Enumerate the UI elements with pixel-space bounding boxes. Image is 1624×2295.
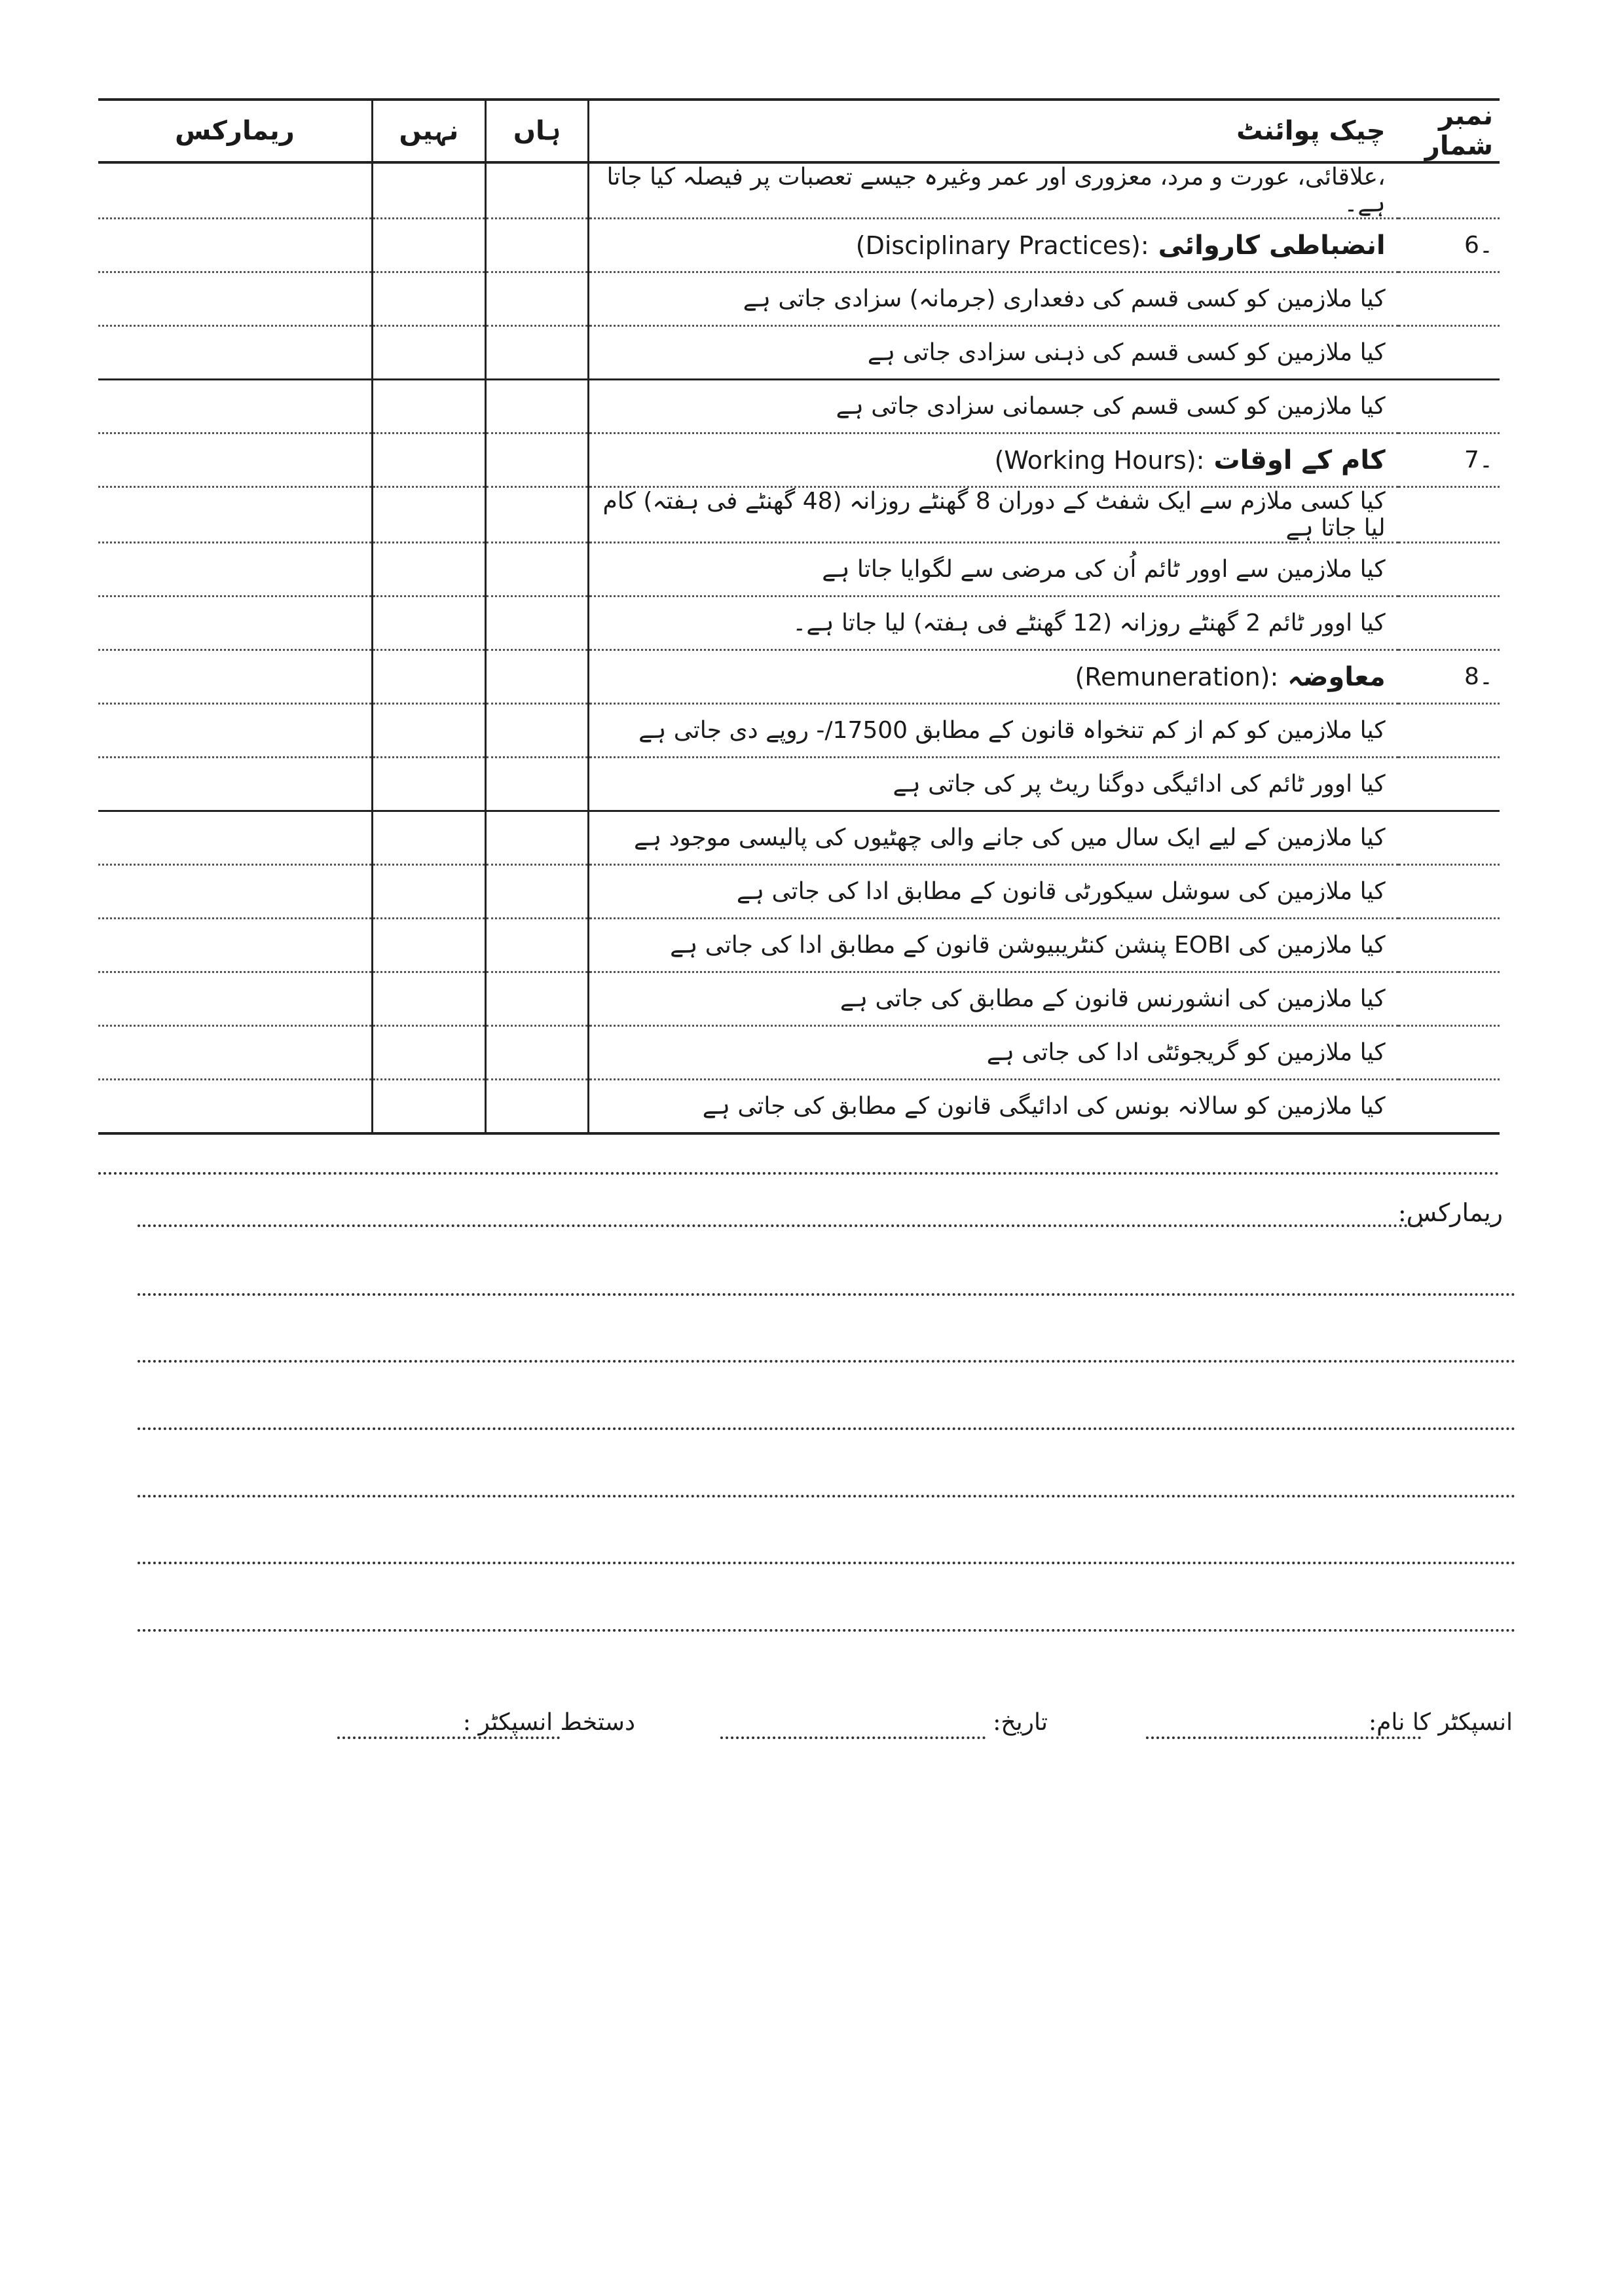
- yes-cell[interactable]: [485, 380, 588, 433]
- remarks-cell[interactable]: [98, 272, 372, 326]
- section-heading: [589, 650, 1399, 704]
- header-yes: ہاں: [485, 100, 588, 162]
- row-serial: 8۔: [1399, 650, 1500, 704]
- checklist-row: [98, 811, 1500, 865]
- yes-cell[interactable]: [485, 326, 588, 380]
- yes-cell[interactable]: [485, 1026, 588, 1080]
- remarks-line[interactable]: [138, 1293, 1516, 1296]
- row-serial: [1399, 865, 1500, 919]
- row-serial: [1399, 597, 1500, 650]
- remarks-cell[interactable]: [98, 433, 372, 487]
- table-header-row: [98, 100, 1500, 162]
- row-serial: [1399, 704, 1500, 758]
- checkpoint-text: کیا ملازمین کو گریجوئٹی ادا کی جاتی ہے: [589, 1026, 1399, 1080]
- row-serial: [1399, 1026, 1500, 1080]
- no-cell[interactable]: [372, 972, 485, 1026]
- no-cell[interactable]: [372, 704, 485, 758]
- remarks-cell[interactable]: [98, 326, 372, 380]
- no-cell[interactable]: [372, 811, 485, 865]
- inspector-name-field[interactable]: [1146, 1736, 1421, 1739]
- date-label: تاریخ:: [993, 1709, 1048, 1736]
- remarks-cell[interactable]: [98, 162, 372, 219]
- no-cell[interactable]: [372, 1080, 485, 1133]
- checkpoint-text: کیا اوور ٹائم کی ادائیگی دوگنا ریٹ پر کی جاتی ہے: [589, 758, 1399, 811]
- row-serial: 6۔: [1399, 219, 1500, 272]
- row-serial: [1399, 487, 1500, 543]
- row-serial: [1399, 380, 1500, 433]
- section-english-title: (Disciplinary Practices):: [855, 230, 1149, 260]
- checklist-row: [98, 704, 1500, 758]
- row-serial: [1399, 272, 1500, 326]
- yes-cell[interactable]: [485, 543, 588, 597]
- header-no: نہیں: [372, 100, 485, 162]
- section-row: [98, 433, 1500, 487]
- inspector-name-label: انسپکٹر کا نام:: [1368, 1709, 1513, 1736]
- checklist-row: [98, 1026, 1500, 1080]
- row-serial: [1399, 972, 1500, 1026]
- section-row: [98, 650, 1500, 704]
- checklist-row: [98, 272, 1500, 326]
- row-serial: [1399, 543, 1500, 597]
- yes-cell[interactable]: [485, 811, 588, 865]
- checklist-row: [98, 919, 1500, 972]
- no-cell[interactable]: [372, 1026, 485, 1080]
- checkpoint-text: کیا ملازمین کے لیے ایک سال میں کی جانے والی چھٹیوں کی پالیسی موجود ہے: [589, 811, 1399, 865]
- no-cell[interactable]: [372, 433, 485, 487]
- row-serial: [1399, 162, 1500, 219]
- remarks-cell[interactable]: [98, 543, 372, 597]
- checkpoint-text: کیا ملازمین کو کسی قسم کی دفعداری (جرمانہ) سزادی جاتی ہے: [589, 272, 1399, 326]
- remarks-cell[interactable]: [98, 1026, 372, 1080]
- section-title: انضباطی کاروائی: [1158, 230, 1386, 261]
- no-cell[interactable]: [372, 919, 485, 972]
- checklist-row: [98, 326, 1500, 380]
- section-heading-line: [995, 445, 1386, 475]
- yes-cell[interactable]: [485, 972, 588, 1026]
- checklist-row: [98, 1080, 1500, 1133]
- header-remarks: ریمارکس: [98, 100, 372, 162]
- checklist-row: [98, 865, 1500, 919]
- yes-cell[interactable]: [485, 487, 588, 543]
- no-cell[interactable]: [372, 597, 485, 650]
- checkpoint-text: کیا ملازمین کو کسی قسم کی جسمانی سزادی جاتی ہے: [589, 380, 1399, 433]
- yes-cell[interactable]: [485, 433, 588, 487]
- date-field[interactable]: [720, 1736, 986, 1739]
- row-serial: 7۔: [1399, 433, 1500, 487]
- checklist-row: [98, 972, 1500, 1026]
- section-title: کام کے اوقات: [1213, 445, 1386, 475]
- yes-cell[interactable]: [485, 162, 588, 219]
- checklist-table: [98, 98, 1500, 1135]
- remarks-line[interactable]: [138, 1562, 1516, 1564]
- remarks-line[interactable]: [138, 1224, 1424, 1227]
- yes-cell[interactable]: [485, 704, 588, 758]
- remarks-cell[interactable]: [98, 704, 372, 758]
- remarks-cell[interactable]: [98, 650, 372, 704]
- checkpoint-text: کیا کسی ملازم سے ایک شفٹ کے دوران 8 گھنٹے روزانہ (48 گھنٹے فی ہفتہ) کام لیا جاتا ہے: [589, 487, 1399, 543]
- yes-cell[interactable]: [485, 650, 588, 704]
- header-checkpoint: چیک پوائنٹ: [589, 100, 1399, 162]
- no-cell[interactable]: [372, 380, 485, 433]
- yes-cell[interactable]: [485, 919, 588, 972]
- remarks-line[interactable]: [138, 1427, 1516, 1430]
- checkpoint-text: کیا ملازمین کی سوشل سیکورٹی قانون کے مطابق ادا کی جاتی ہے: [589, 865, 1399, 919]
- checkpoint-text: کیا ملازمین کی EOBI پنشن کنٹریبیوشن قانون کے مطابق ادا کی جاتی ہے: [589, 919, 1399, 972]
- no-cell[interactable]: [372, 543, 485, 597]
- section-heading-line: [856, 230, 1386, 261]
- remarks-cell[interactable]: [98, 219, 372, 272]
- checkpoint-text: کیا ملازمین کی انشورنس قانون کے مطابق کی جاتی ہے: [589, 972, 1399, 1026]
- no-cell[interactable]: [372, 219, 485, 272]
- checklist-row: [98, 487, 1500, 543]
- section-heading: [589, 219, 1399, 272]
- remarks-line[interactable]: [138, 1495, 1516, 1497]
- yes-cell[interactable]: [485, 219, 588, 272]
- section-title: معاوضہ: [1287, 661, 1386, 692]
- row-serial: [1399, 919, 1500, 972]
- remarks-cell[interactable]: [98, 1080, 372, 1133]
- yes-cell[interactable]: [485, 758, 588, 811]
- separator-dotted-line: [98, 1172, 1500, 1175]
- remarks-cell[interactable]: [98, 758, 372, 811]
- row-serial: [1399, 758, 1500, 811]
- remarks-cell[interactable]: [98, 919, 372, 972]
- checklist-row: [98, 380, 1500, 433]
- checkpoint-text: کیا ملازمین سے اوور ٹائم اُن کی مرضی سے لگوایا جاتا ہے: [589, 543, 1399, 597]
- table-body: [98, 162, 1500, 1133]
- checklist-row: [98, 543, 1500, 597]
- remarks-cell[interactable]: [98, 597, 372, 650]
- inspector-signature-label: دستخط انسپکٹر :: [462, 1709, 635, 1736]
- yes-cell[interactable]: [485, 597, 588, 650]
- no-cell[interactable]: [372, 487, 485, 543]
- checkpoint-text: کیا ملازمین کو کم از کم تنخواہ قانون کے مطابق 17500/- روپے دی جاتی ہے: [589, 704, 1399, 758]
- section-heading: [589, 433, 1399, 487]
- header-serial: نمبر شمار: [1399, 100, 1500, 162]
- remarks-cell[interactable]: [98, 865, 372, 919]
- checklist-row: [98, 597, 1500, 650]
- checkpoint-text: ،علاقائی، عورت و مرد، معزوری اور عمر وغیرہ جیسے تعصبات پر فیصلہ کیا جاتا ہے۔: [589, 162, 1399, 219]
- section-english-title: (Working Hours):: [994, 445, 1205, 475]
- checklist-row: [98, 758, 1500, 811]
- remarks-line[interactable]: [138, 1629, 1516, 1632]
- remarks-label: ریمارکس:: [1397, 1198, 1503, 1227]
- no-cell[interactable]: [372, 326, 485, 380]
- no-cell[interactable]: [372, 758, 485, 811]
- checkpoint-text: کیا اوور ٹائم 2 گھنٹے روزانہ (12 گھنٹے فی ہفتہ) لیا جاتا ہے۔: [589, 597, 1399, 650]
- checkpoint-text: کیا ملازمین کو سالانہ بونس کی ادائیگی قانون کے مطابق کی جاتی ہے: [589, 1080, 1399, 1133]
- yes-cell[interactable]: [485, 865, 588, 919]
- row-serial: [1399, 811, 1500, 865]
- row-serial: [1399, 326, 1500, 380]
- no-cell[interactable]: [372, 650, 485, 704]
- remarks-line[interactable]: [138, 1360, 1516, 1363]
- remarks-cell[interactable]: [98, 380, 372, 433]
- section-row: [98, 219, 1500, 272]
- inspector-signature-field[interactable]: [337, 1736, 560, 1739]
- checkpoint-text: کیا ملازمین کو کسی قسم کی ذہنی سزادی جاتی ہے: [589, 326, 1399, 380]
- yes-cell[interactable]: [485, 272, 588, 326]
- checklist-row: [98, 162, 1500, 219]
- section-heading-line: [1075, 662, 1385, 692]
- section-english-title: (Remuneration):: [1075, 662, 1279, 691]
- remarks-cell[interactable]: [98, 972, 372, 1026]
- no-cell[interactable]: [372, 272, 485, 326]
- no-cell[interactable]: [372, 162, 485, 219]
- no-cell[interactable]: [372, 865, 485, 919]
- row-serial: [1399, 1080, 1500, 1133]
- remarks-cell[interactable]: [98, 487, 372, 543]
- remarks-cell[interactable]: [98, 811, 372, 865]
- yes-cell[interactable]: [485, 1080, 588, 1133]
